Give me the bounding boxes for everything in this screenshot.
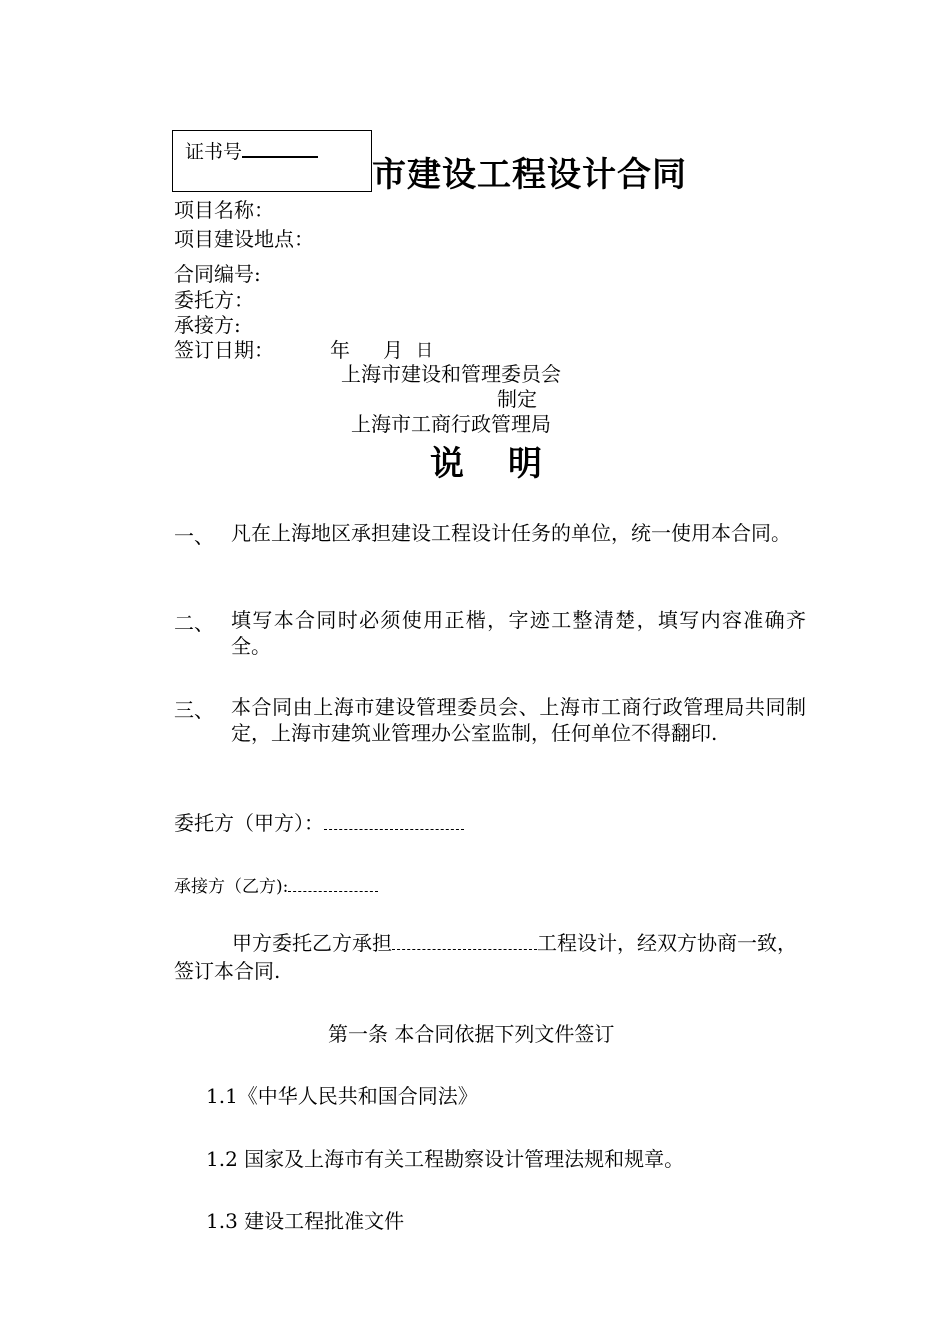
- intro-after: 工程设计，经双方协商一致，签订本合同.: [174, 931, 797, 983]
- date-month: 月: [383, 338, 403, 362]
- instructions-heading: 说明: [430, 444, 586, 484]
- date-day: 日: [416, 341, 433, 361]
- instruction-3-text: 本合同由上海市建设管理委员会、上海市工商行政管理局共同制定，上海市建筑业管理办公室监制，任何单位不得翻印.: [231, 695, 806, 745]
- party-b-label: 承接方（乙方):: [174, 877, 289, 897]
- client-label: 委托方：: [174, 288, 254, 312]
- sign-date-label: 签订日期：: [174, 338, 274, 362]
- issuer-org-2: 上海市工商行政管理局: [351, 412, 551, 436]
- certificate-blank[interactable]: [242, 140, 318, 158]
- party-b-blank[interactable]: [288, 877, 378, 892]
- certificate-number: [185, 137, 318, 164]
- project-blank[interactable]: [392, 931, 537, 950]
- party-a-label: 委托方（甲方）：: [174, 811, 324, 835]
- project-name-label: 项目名称：: [174, 198, 274, 222]
- instruction-3-number: 三、: [174, 698, 214, 722]
- article-1-item-2: 1.2 国家及上海市有关工程勘察设计管理法规和规章。: [206, 1147, 685, 1171]
- party-a-line: [174, 807, 464, 836]
- intro-paragraph: [174, 929, 806, 985]
- intro-before: 甲方委托乙方承担: [232, 931, 392, 955]
- party-b-line: [174, 872, 378, 897]
- document-title: 市建设工程设计合同: [372, 155, 687, 195]
- issuer-org-1: 上海市建设和管理委员会: [341, 362, 561, 386]
- contractor-label: 承接方:: [174, 313, 241, 337]
- instruction-1-number: 一、: [174, 524, 214, 548]
- instruction-2-text: 填写本合同时必须使用正楷，字迹工整清楚，填写内容准确齐全。: [231, 608, 806, 658]
- instruction-1-text: 凡在上海地区承担建设工程设计任务的单位，统一使用本合同。: [231, 521, 791, 545]
- issuer-made: 制定: [497, 387, 537, 411]
- date-year: 年: [330, 338, 350, 362]
- party-a-blank[interactable]: [324, 811, 464, 830]
- article-1-item-3: 1.3 建设工程批准文件: [206, 1209, 405, 1233]
- article-1-title: 第一条 本合同依据下列文件签订: [328, 1022, 615, 1046]
- certificate-box: [172, 130, 372, 192]
- instruction-2-number: 二、: [174, 611, 214, 635]
- project-location-label: 项目建设地点：: [174, 227, 314, 251]
- certificate-label: 证书号: [185, 141, 243, 163]
- article-1-item-1: 1.1《中华人民共和国合同法》: [206, 1084, 478, 1108]
- contract-number-label: 合同编号:: [174, 262, 261, 286]
